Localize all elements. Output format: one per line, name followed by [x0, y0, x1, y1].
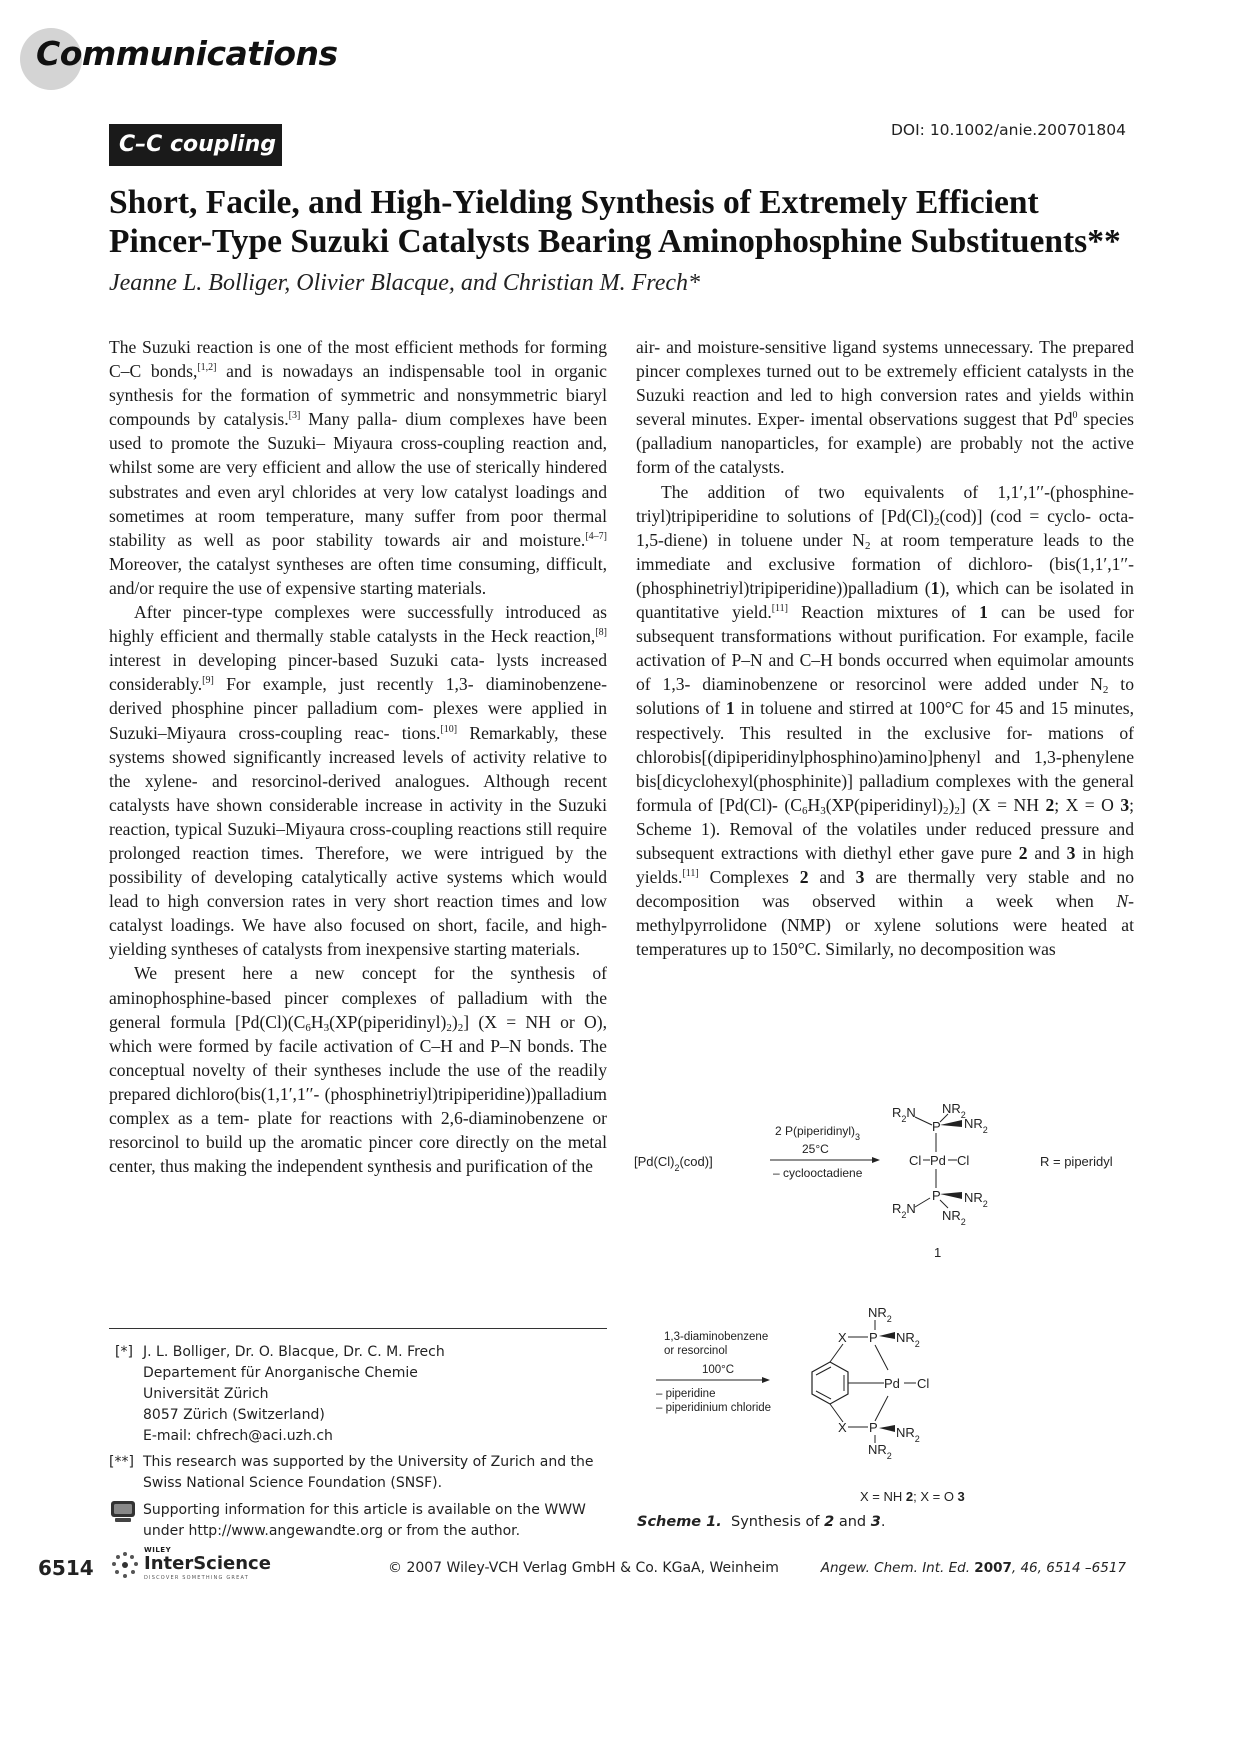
- scheme-caption-label: Scheme 1.: [637, 1514, 722, 1530]
- svg-text:X: X: [838, 1330, 847, 1345]
- svg-text:Pd: Pd: [884, 1376, 900, 1391]
- svg-text:R2N: $R_2N$: [892, 1201, 916, 1220]
- article-title: [109, 183, 1139, 261]
- scheme-1: [630, 1080, 1140, 1560]
- computer-icon: [109, 1500, 137, 1524]
- svg-text:Cl: Cl: [957, 1153, 970, 1168]
- page-number: 6514: [38, 1556, 94, 1580]
- globe-dots-icon: [108, 1548, 142, 1582]
- footnote-supporting-info: [109, 1500, 609, 1542]
- authors: Jeanne L. Bolliger, Olivier Blacque, and Christian M. Frech*: [109, 270, 701, 296]
- scheme-loss2b: – piperidinium chloride: [656, 1402, 772, 1414]
- svg-text:NR2: $NR_2$: [964, 1190, 988, 1209]
- scheme-caption-text: Synthesis of 2 and 3.: [731, 1514, 886, 1530]
- footnote-mark: [*]: [115, 1344, 133, 1360]
- paragraph: The addition of two equivalents of 1,1′,1′′-(phosphine- triyl)tripiperidine to solutions of $[Pd(Cl)_2(cod)] (cod$ = cyclo- octa-1,5-diene) in toluene under $N_2$ at room temperature leads to the immediate and exclusive formation of dichloro- (bis(1,1′,1′′-(phosphinetriyl)tripiperidine))palladium (1), which can be isolated in quantitative yield.[11] Reaction mixtures of 1 can be used for subsequent transformations without purification. For example, facile activation of P–N and C–H bonds occurred when equimolar amounts of 1,3- diaminobenzene or resorcinol were added under $N_2$ to solutions of 1 in toluene and stirred at 100°C for 45 and 15 minutes, respectively. This resulted in the exclusive for- mations of chlorobis[(dipiperidinylphosphino)amino]phenyl and 1,3-phenylene bis[dicyclohexyl(phosphinite)] palladium complexes with the general formula of [Pd(Cl)- $(C_6H_3(XP(piperidinyl)_2)_2]$ (X = NH 2; X = O 3; Scheme 1). Removal of the volatiles under reduced pressure and subsequent extractions with diethyl ether gave pure 2 and 3 in high yields.[11] Complexes 2 and 3 are thermally very stable and no decomposition was observed within a week when N- methylpyrrolidone (NMP) or xylene solutions were heated at temperatures up to 150°C. Similarly, no decomposition was: [636, 481, 1135, 960]
- footnote-line: Supporting information for this article is available on the WWW: [143, 1502, 586, 1518]
- interscience-logo: [108, 1546, 278, 1586]
- footnote-line: This research was supported by the University of Zurich and the: [143, 1454, 594, 1470]
- journal-citation: Angew. Chem. Int. Ed. 2007, 46, 6514 –6517: [820, 1560, 1126, 1576]
- footnote-line[interactable]: under http://www.angewandte.org or from the author.: [143, 1523, 521, 1539]
- article-title-line: Short, Facile, and High-Yielding Synthesis of Extremely Efficient: [109, 184, 1039, 221]
- footnote-rule: [109, 1328, 607, 1329]
- footnote-line: Universität Zürich: [143, 1386, 269, 1402]
- scheme-reagent2a: 1,3-diaminobenzene: [664, 1331, 769, 1343]
- body-column-left: [109, 335, 607, 1178]
- footnote-email[interactable]: E-mail: chfrech@aci.uzh.ch: [143, 1428, 333, 1444]
- scheme-start: $[Pd(Cl)_2(cod)]$: [634, 1154, 713, 1173]
- svg-text:Pd: Pd: [930, 1153, 946, 1168]
- svg-text:NR2: $NR_2$: [896, 1330, 920, 1349]
- footnote-correspondence: [109, 1342, 609, 1447]
- logo-tagline: DISCOVER SOMETHING GREAT: [144, 1575, 249, 1581]
- scheme-temp1: 25°C: [802, 1142, 829, 1156]
- svg-text:P: P: [932, 1188, 941, 1203]
- svg-text:NR2: $NR_2$: [868, 1442, 892, 1461]
- scheme-temp2: 100°C: [702, 1364, 735, 1376]
- logo-main: InterScience: [144, 1553, 271, 1574]
- scheme-reagent1: 2 $P(piperidinyl)_3$: [775, 1124, 861, 1142]
- svg-text:Cl: Cl: [909, 1153, 922, 1168]
- footnote-line: 8057 Zürich (Switzerland): [143, 1407, 325, 1423]
- x-definition: X = NH 2; X = O 3: [860, 1489, 965, 1504]
- topic-badge: C–C coupling: [109, 124, 282, 166]
- scheme-caption: [637, 1514, 885, 1530]
- paragraph: After pincer-type complexes were successfully introduced as highly efficient and thermally stable catalysts in the Heck reaction,[8] interest in developing pincer-based Suzuki cata- lysts increased considerably.[9] For example, just recently 1,3- diaminobenzene-derived phosphine pincer palladium com- plexes were applied in Suzuki–Miyaura cross-coupling reac- tions.[10] Remarkably, these systems showed significantly increased levels of activity relative to the xylene- and resorcinol-derived analogues. Although recent catalysts have shown considerable increase in activity in the Suzuki reaction, typical Suzuki–Miyaura cross-coupling reactions still require prolonged reaction times. Therefore, we were intrigued by the possibility of developing catalytically active systems which would lead to high conversion rates in very short reaction times and low catalyst loadings. We have also focused on short, facile, and high-yielding syntheses of catalysts from inexpensive starting materials.: [109, 602, 607, 960]
- svg-text:NR2: $NR_2$: [868, 1305, 892, 1324]
- footnote-mark: [**]: [109, 1454, 134, 1470]
- scheme-loss2a: – piperidine: [656, 1388, 716, 1400]
- svg-text:NR2: $NR_2$: [964, 1116, 988, 1135]
- r-definition: R = piperidyl: [1040, 1154, 1113, 1169]
- svg-text:NR2: $NR_2$: [942, 1101, 966, 1120]
- paragraph: We present here a new concept for the synthesis of aminophosphine-based pincer complexes of palladium with the general formula [$Pd(Cl)(C_6H_3(XP(piperidinyl)_2)_2] (X$ = NH or O), which were formed by facile activation of C–H and P–N bonds. The conceptual novelty of their syntheses include the use of the readily prepared dichloro(bis(1,1′,1′′- (phosphinetriyl)tripiperidine))palladium complex as a tem- plate for reactions with 2,6-diaminobenzene or resorcinol to build up the aromatic pincer core directly on the metal center, thus making the independent synthesis and purification of the: [109, 963, 607, 1177]
- paragraph: The Suzuki reaction is one of the most efficient methods for forming C–C bonds,[1,2] and is nowadays an indispensable tool in organic synthesis for the formation of symmetric and nonsymmetric biaryl compounds by catalysis.[3] Many palla- dium complexes have been used to promote the Suzuki– Miyaura cross-coupling reaction and, whilst some are very efficient and allow the use of sterically hindered substrates and even aryl chlorides at very low catalyst loadings and sometimes at room temperature, many suffer from poor thermal stability as well as poor stability towards air and moisture.[4–7] Moreover, the catalyst syntheses are often time consuming, difficult, and/or require the use of expensive starting materials.: [109, 337, 607, 598]
- body-column-right: [636, 335, 1134, 961]
- scheme-reagent2b: or resorcinol: [664, 1345, 728, 1357]
- paragraph: air- and moisture-sensitive ligand systems unnecessary. The prepared pincer complexes turned out to be extremely efficient catalysts in the Suzuki reaction and led to high conversion rates and yields within several minutes. Exper- imental observations suggest that Pd$^0$ species (palladium nanoparticles, for example) are probably not the active form of the catalysts.: [636, 337, 1134, 478]
- arrow-head: [762, 1377, 770, 1383]
- footnote-acknowledgement: [109, 1452, 609, 1494]
- doi[interactable]: DOI: 10.1002/anie.200701804: [890, 121, 1126, 139]
- complex-1: [892, 1101, 988, 1227]
- svg-text:Cl: Cl: [917, 1376, 930, 1391]
- section-title: Communications: [36, 34, 338, 73]
- arrow-head: [872, 1157, 880, 1163]
- compound-label-1: 1: [934, 1245, 942, 1260]
- svg-text:R2N: $R_2N$: [892, 1105, 916, 1124]
- svg-text:NR2: $NR_2$: [942, 1208, 966, 1227]
- scheme-loss1: – cyclooctadiene: [773, 1166, 863, 1180]
- footnote-line: Departement für Anorganische Chemie: [143, 1365, 418, 1381]
- footnote-line: J. L. Bolliger, Dr. O. Blacque, Dr. C. M. Frech: [143, 1344, 445, 1360]
- svg-text:P: P: [932, 1119, 941, 1134]
- svg-text:P: P: [869, 1420, 878, 1435]
- complex-2-3: [812, 1305, 929, 1461]
- svg-text:X: X: [838, 1420, 847, 1435]
- logo-wiley: WILEY: [144, 1546, 172, 1554]
- copyright: © 2007 Wiley-VCH Verlag GmbH & Co. KGaA, Weinheim: [388, 1560, 779, 1576]
- svg-text:P: P: [869, 1330, 878, 1345]
- svg-text:NR2: $NR_2$: [896, 1425, 920, 1444]
- footnote-line: Swiss National Science Foundation (SNSF).: [143, 1475, 443, 1491]
- article-title-line: Pincer-Type Suzuki Catalysts Bearing Aminophosphine Substituents**: [109, 223, 1121, 260]
